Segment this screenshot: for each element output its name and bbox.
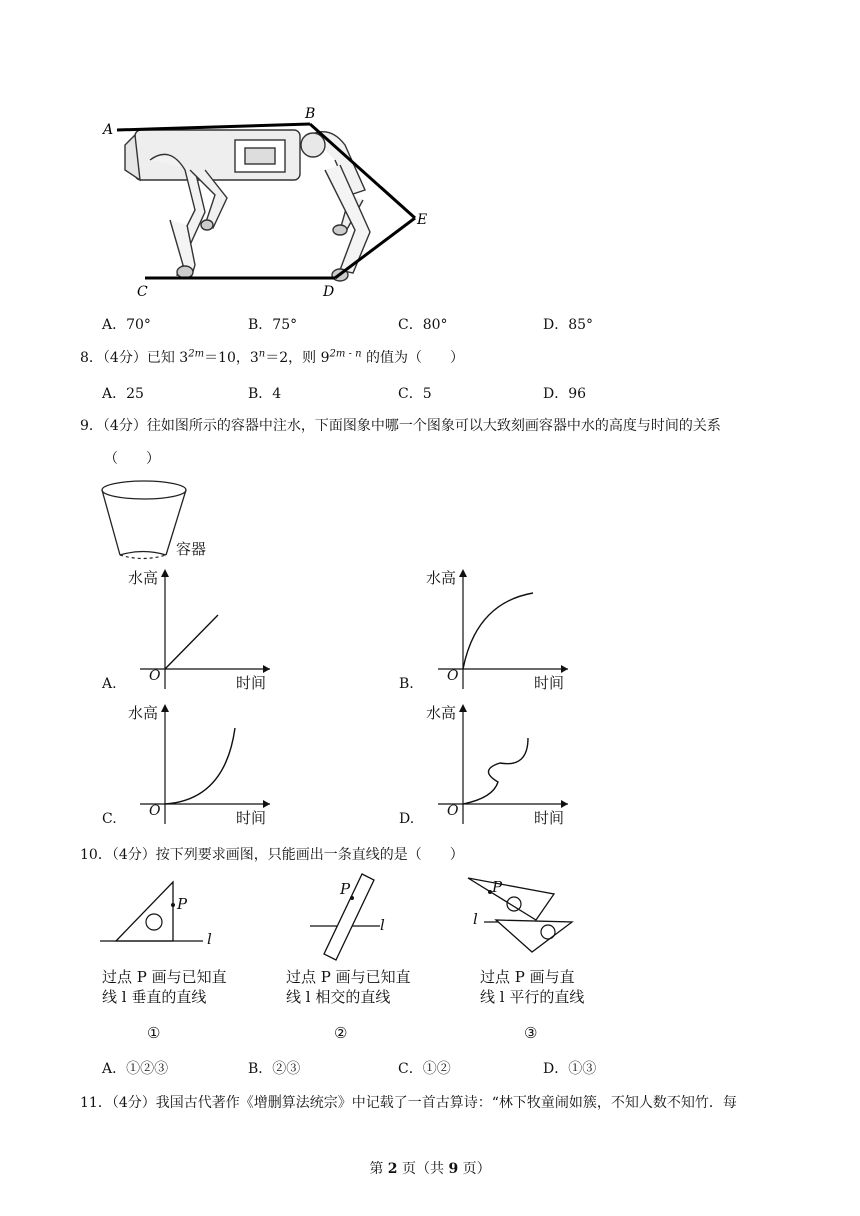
q10-option-a[interactable]: A．①②③	[102, 1061, 169, 1077]
graph-c-origin: O	[149, 803, 161, 819]
q10-text: 按下列要求画图，只能画出一条直线的是（ ）	[155, 847, 464, 863]
q8-exp2: n	[258, 348, 266, 360]
graph-d-curve	[463, 738, 528, 804]
q10-figure-3	[462, 872, 592, 962]
container-figure	[98, 478, 228, 563]
graph-b-letter[interactable]: B.	[399, 676, 414, 692]
q8-text-b: ＝10，3	[204, 350, 259, 366]
footer-total: 9	[448, 1161, 459, 1177]
q10-option-b[interactable]: B．②③	[248, 1061, 301, 1077]
q10-fig2-point: P	[340, 880, 351, 898]
q7-option-c[interactable]: C．80°	[398, 317, 448, 333]
graph-d-letter[interactable]: D.	[399, 811, 415, 827]
q10-number: 10．	[80, 847, 112, 863]
q8-number: 8．	[80, 350, 103, 366]
line-AB	[117, 124, 310, 130]
q8-score: （4分）	[102, 350, 147, 366]
q8-text-d: 的值为（ ）	[361, 350, 464, 366]
q11-score: （4分）	[111, 1095, 156, 1111]
q10-fig1-line: l	[207, 930, 212, 948]
q10-fig3-point: P	[492, 878, 503, 896]
q10-fig3-line: l	[473, 910, 478, 928]
q10-fig3-caption-2: 线 l 平行的直线	[480, 988, 585, 1006]
q9-stem	[80, 415, 721, 435]
graph-a-origin: O	[149, 668, 161, 684]
q8-option-d[interactable]: D．96	[543, 386, 587, 402]
q8-option-b[interactable]: B．4	[248, 386, 282, 402]
q10-fig1-caption-2: 线 l 垂直的直线	[102, 988, 207, 1006]
q11-text: 我国古代著作《增删算法统宗》中记载了一首古算诗：“林下牧童闹如簇，不知人数不知竹．每	[155, 1095, 737, 1111]
graph-b-curve	[463, 593, 533, 669]
q8-text-a: 已知 3	[146, 350, 189, 366]
graph-a-ylabel: 水高	[128, 569, 159, 587]
q10-fig1-marker: ①	[147, 1024, 161, 1042]
graph-a-letter[interactable]: A.	[102, 676, 117, 692]
label-C: C	[137, 284, 148, 300]
graph-a-curve	[165, 615, 218, 669]
q8-exp3: 2m - n	[329, 348, 362, 360]
q8-option-c[interactable]: C．5	[398, 386, 432, 402]
graph-c-curve	[165, 728, 235, 804]
footer-pre: 第	[369, 1161, 388, 1177]
q9-number: 9．	[80, 418, 103, 434]
q8-exp1: 2m	[188, 348, 205, 360]
graph-a-xlabel: 时间	[236, 674, 267, 692]
graph-d-ylabel: 水高	[426, 704, 457, 722]
graph-d-xlabel: 时间	[534, 809, 565, 827]
graph-c-letter[interactable]: C.	[102, 811, 117, 827]
q10-fig2-marker: ②	[334, 1024, 348, 1042]
robot-dog-figure	[95, 100, 435, 305]
graph-b-ylabel: 水高	[426, 569, 457, 587]
q9-blank: （ ）	[104, 451, 160, 467]
q10-fig3-marker: ③	[524, 1024, 538, 1042]
container-label: 容器	[176, 540, 207, 558]
q10-fig1-point: P	[177, 895, 188, 913]
q8-text-c: ＝2，则 9	[265, 350, 330, 366]
q10-option-c[interactable]: C．①②	[398, 1061, 451, 1077]
q9-score: （4分）	[102, 418, 147, 434]
q7-option-b[interactable]: B．75°	[248, 317, 298, 333]
label-B: B	[305, 106, 316, 122]
footer-post: 页）	[458, 1161, 491, 1177]
graph-d-origin: O	[447, 803, 459, 819]
q10-fig2-caption-1: 过点 P 画与已知直	[286, 968, 411, 986]
q10-score: （4分）	[111, 847, 156, 863]
q8-stem	[80, 347, 464, 367]
footer-mid: 页（共	[397, 1161, 449, 1177]
label-A: A	[103, 122, 114, 138]
q10-option-d[interactable]: D．①③	[543, 1061, 597, 1077]
q8-option-a[interactable]: A．25	[102, 386, 144, 402]
q10-fig1-caption-1: 过点 P 画与已知直	[102, 968, 227, 986]
graph-c-xlabel: 时间	[236, 809, 267, 827]
q10-fig3-caption-1: 过点 P 画与直	[480, 968, 575, 986]
label-E: E	[417, 212, 428, 228]
graph-b-xlabel: 时间	[534, 674, 565, 692]
q7-option-a[interactable]: A．70°	[102, 317, 151, 333]
label-D: D	[323, 284, 335, 300]
graph-c-ylabel: 水高	[128, 704, 159, 722]
footer-page: 2	[387, 1161, 398, 1177]
q10-stem	[80, 844, 464, 864]
q10-fig2-line: l	[380, 916, 385, 934]
q11-number: 11．	[80, 1095, 112, 1111]
graph-b-origin: O	[447, 668, 459, 684]
q10-fig2-caption-2: 线 l 相交的直线	[286, 988, 391, 1006]
q9-text: 往如图所示的容器中注水，下面图象中哪一个图象可以大致刻画容器中水的高度与时间的关系	[146, 418, 721, 434]
q11-stem	[80, 1092, 737, 1112]
q7-option-d[interactable]: D．85°	[543, 317, 594, 333]
page-footer	[0, 1158, 860, 1178]
